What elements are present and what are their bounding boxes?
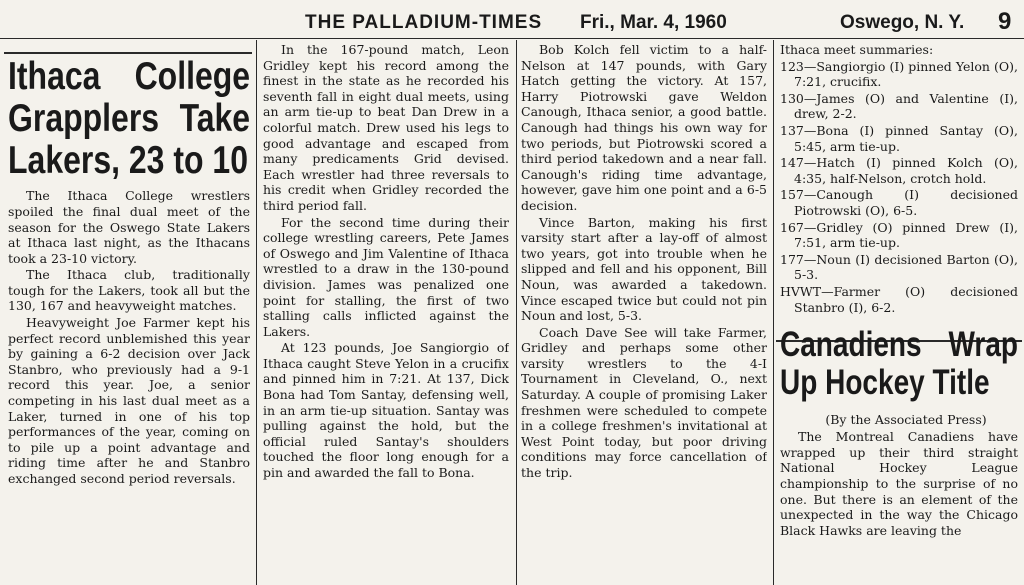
column-divider — [773, 40, 774, 585]
story-headline: Ithaca College Grapplers Take Lakers, 23 to 10 — [8, 55, 250, 183]
summary-line: 167—Gridley (O) pinned Drew (I), 7:51, arm tie-up. — [780, 219, 1018, 251]
dateline-place: Oswego, N. Y. — [840, 12, 965, 33]
column-divider — [516, 40, 517, 585]
story-paragraph: For the second time during their college wrestling careers, Pete James of Oswego and Jim Valentine of Ithaca wrestled to a draw in the 130-pound division. James was penalized one point for stalling, the first of two stalling calls inflicted against the Lakers. — [263, 214, 509, 339]
story-paragraph: Bob Kolch fell victim to a half-Nelson at 147 pounds, with Gary Hatch getting the victory. At 157, Harry Piotrowski gave Weldon Canough, Ithaca senior, a good battle. Canough had things his own way for two periods, but Piotrowski scored a third period takedown and a near fall. Canough's riding time advantage, however, gave him one point and a 6-5 decision. — [521, 42, 767, 213]
summary-line: 123—Sangiorgio (I) pinned Yelon (O), 7:21, crucifix. — [780, 58, 1018, 90]
column-2 — [263, 42, 509, 585]
summary-line: 157—Canough (I) decisioned Piotrowski (O), 6-5. — [780, 187, 1018, 218]
column-3 — [521, 42, 767, 585]
issue-date: Fri., Mar. 4, 1960 — [580, 12, 727, 33]
story-paragraph: The Montreal Canadiens have wrapped up their third straight National Hockey League championship to the surprise of no one. But there is an element of the unexpected in the way the Chicago Black Hawks are leaving the — [780, 429, 1018, 538]
column-divider — [256, 40, 257, 585]
story-paragraph: Coach Dave See will take Farmer, Gridley and perhaps some other varsity wrestlers to the 4-I Tournament in Cleveland, O., next Saturday. A couple of promising Laker freshmen were scheduled to compete in a college freshmen's invitational at West Point today, but poor driving conditions may force cancellation of the trip. — [521, 324, 767, 481]
masthead-rule — [0, 38, 1024, 39]
summaries-heading: Ithaca meet summaries: — [780, 42, 934, 57]
summary-line: 137—Bona (I) pinned Santay (O), 5:45, arm tie-up. — [780, 122, 1018, 154]
story-paragraph: Heavyweight Joe Farmer kept his perfect record unblemished this year by gaining a 6-2 decision over Jack Stanbro, who previously had a 9-1 record this year. Joe, a senior competing in his last dual meet as a Laker, turned in one of his top performances of the year, coming on to pile up a point advantage and riding time after he and Stanbro exchanged second period reversals. — [8, 315, 250, 487]
story-paragraph: In the 167-pound match, Leon Gridley kept his record among the finest in the state as he recorded his seventh fall in eight dual meets, using an arm tie-up to beat Dan Drew in a colorful match. Drew used his legs to good advantage and escaped from many predicaments Grid devised. Each wrestler had three reversals to his credit when Gridley recorded the third period fall. — [263, 42, 509, 213]
masthead — [0, 0, 1024, 40]
story-paragraph: At 123 pounds, Joe Sangiorgio of Ithaca caught Steve Yelon in a crucifix and pinned him in 7:21. At 137, Dick Bona had Tom Santay, defensing well, in an arm tie-up situation. Santay was pulling against the hold, but the official ruled Santay's shoulders touched the floor long enough for a pin and awarded the fall to Bona. — [263, 340, 509, 481]
story-paragraph: The Ithaca College wrestlers spoiled the final dual meet of the season for the Oswego State Lakers at Ithaca last night, as the Ithacans took a 23-10 victory. — [8, 188, 250, 266]
column-4 — [780, 42, 1018, 585]
byline: (By the Associated Press) — [825, 411, 987, 427]
story-headline: Canadiens Wrap Up Hockey Title — [780, 325, 1018, 402]
page-number: 9 — [998, 8, 1012, 35]
summary-line: HVWT—Farmer (O) decisioned Stanbro (I), 6-2. — [780, 283, 1018, 315]
newspaper-name: THE PALLADIUM-TIMES — [305, 12, 543, 33]
story-paragraph: The Ithaca club, traditionally tough for the Lakers, took all but the 130, 167 and heavyweight matches. — [8, 267, 250, 314]
summary-line: 147—Hatch (I) pinned Kolch (O), 4:35, half-Nelson, crotch hold. — [780, 155, 1018, 186]
summary-line: 177—Noun (I) decisioned Barton (O), 5-3. — [780, 251, 1018, 283]
summary-line: 130—James (O) and Valentine (I), drew, 2-2. — [780, 90, 1018, 122]
column-1 — [8, 42, 250, 585]
story-paragraph: Vince Barton, making his first varsity start after a lay-off of almost two years, got into trouble when he slipped and fell and his opponent, Bill Noun, was awarded a takedown. Vince escaped twice but could not pin Noun and lost, 5-3. — [521, 214, 767, 324]
